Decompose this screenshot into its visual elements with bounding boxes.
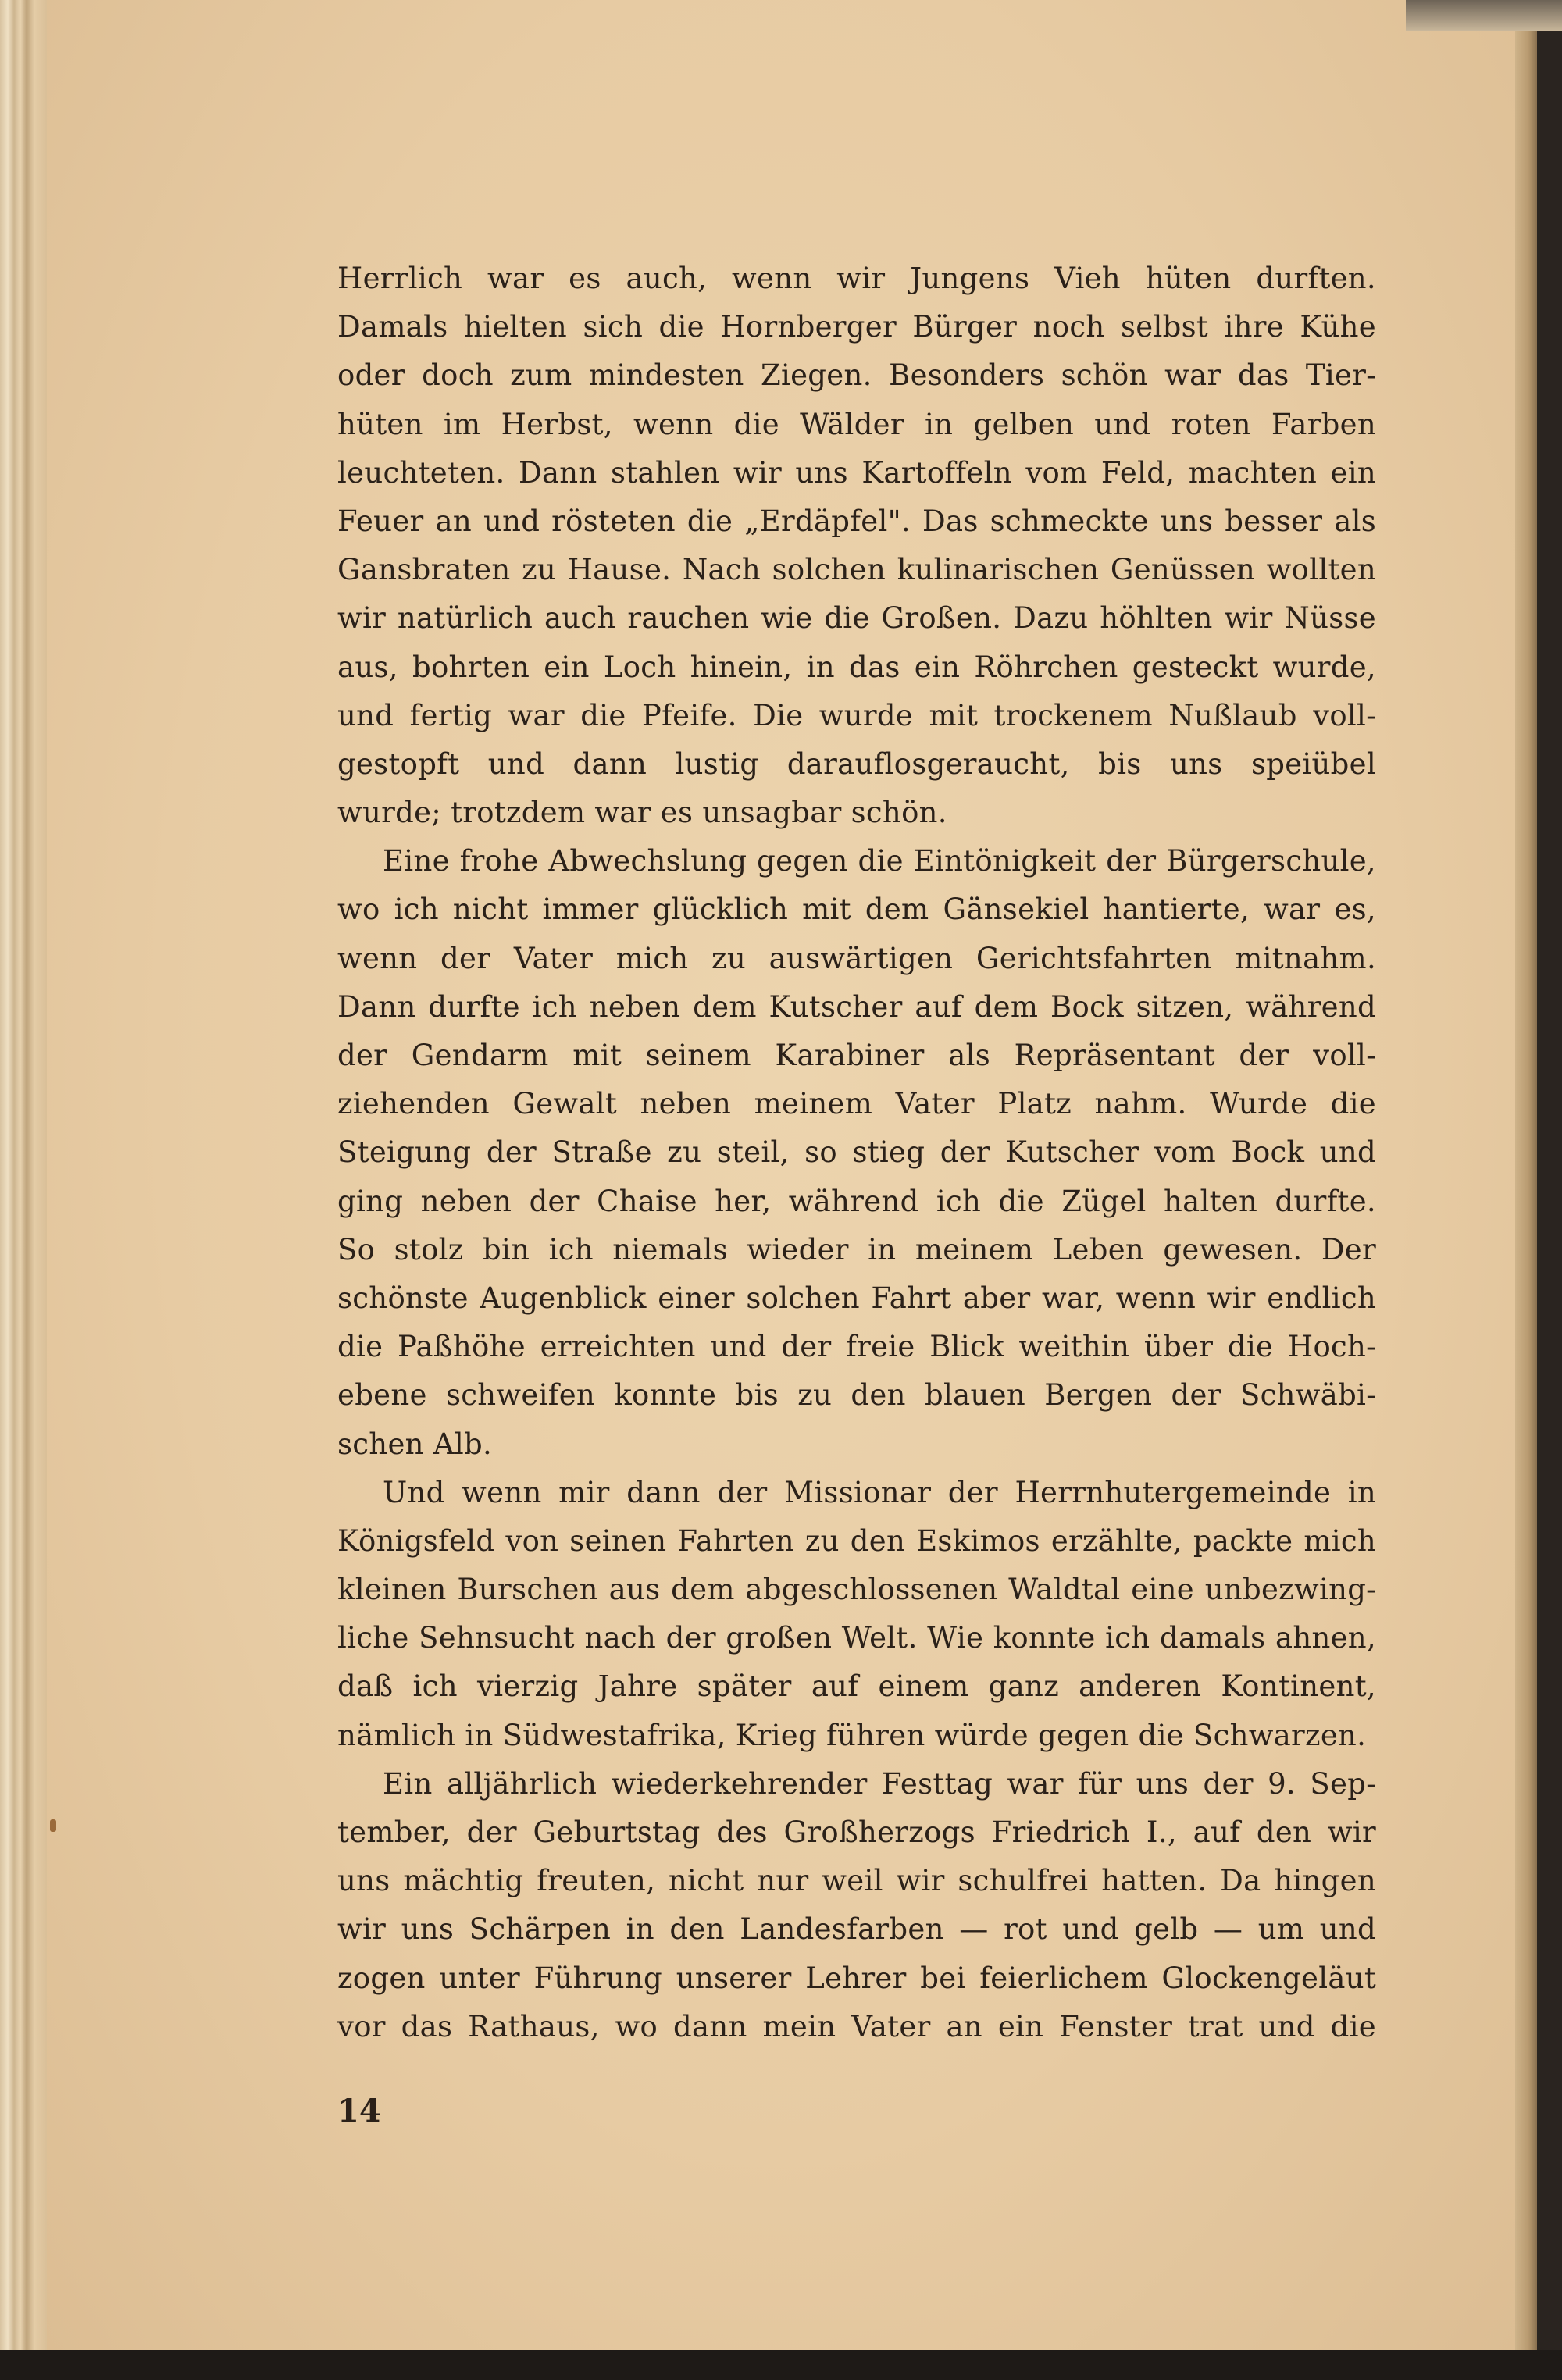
text-line: tember, der Geburtstag des Großherzogs Friedrich I., auf den wir (337, 1815, 1376, 1849)
text-line: wir uns Schärpen in den Landesfarben — rot und gelb — um und (337, 1912, 1376, 1947)
text-line: Damals hielten sich die Hornberger Bürger noch selbst ihre Kühe (337, 310, 1376, 344)
margin-mark (50, 1819, 56, 1832)
text-line: schönste Augenblick einer solchen Fahrt aber war, wenn wir endlich (337, 1281, 1376, 1315)
text-line: Eine frohe Abwechslung gegen die Eintönigkeit der Bürgerschule, (383, 844, 1376, 878)
text-line: wir natürlich auch rauchen wie die Großen. Dazu höhlten wir Nüsse (337, 601, 1376, 636)
paragraph (337, 837, 1376, 1468)
text-line: leuchteten. Dann stahlen wir uns Kartoffeln vom Feld, machten ein (337, 455, 1376, 490)
text-line: und fertig war die Pfeife. Die wurde mit trockenem Nußlaub voll- (337, 698, 1376, 732)
text-line: wenn der Vater mich zu auswärtigen Gerichtsfahrten mitnahm. (337, 941, 1376, 975)
scan-background (0, 2350, 1562, 2380)
body-text (337, 255, 1376, 2051)
text-line: Steigung der Straße zu steil, so stieg der Kutscher vom Bock und (337, 1135, 1376, 1170)
text-line: Gansbraten zu Hause. Nach solchen kulinarischen Genüssen wollten (337, 553, 1376, 587)
text-line: uns mächtig freuten, nicht nur weil wir schulfrei hatten. Da hingen (337, 1864, 1376, 1898)
text-line: die Paßhöhe erreichten und der freie Blick weithin über die Hoch- (337, 1330, 1376, 1364)
text-line: nämlich in Südwestafrika, Krieg führen würde gegen die Schwarzen. (337, 1718, 1367, 1752)
text-line: So stolz bin ich niemals wieder in meinem Leben gewesen. Der (337, 1232, 1376, 1267)
text-line: kleinen Burschen aus dem abgeschlossenen Waldtal eine unbezwing- (337, 1573, 1376, 1607)
text-line: der Gendarm mit seinem Karabiner als Repräsentant der voll- (337, 1039, 1376, 1072)
text-line: vor das Rathaus, wo dann mein Vater an ein Fenster trat und die (337, 2009, 1376, 2043)
text-line: oder doch zum mindesten Ziegen. Besonders schön war das Tier- (337, 358, 1376, 393)
text-line: wurde; trotzdem war es unsagbar schön. (337, 796, 947, 830)
text-line: hüten im Herbst, wenn die Wälder in gelben und roten Farben (337, 407, 1376, 441)
text-line: zogen unter Führung unserer Lehrer bei feierlichem Glockengeläut (337, 1961, 1376, 1995)
text-line: Feuer an und rösteten die „Erdäpfel". Das schmeckte uns besser als (337, 504, 1376, 538)
text-line: Dann durfte ich neben dem Kutscher auf dem Bock sitzen, während (337, 989, 1376, 1024)
text-line: schen Alb. (337, 1427, 493, 1461)
text-line: daß ich vierzig Jahre später auf einem ganz anderen Kontinent, (337, 1669, 1376, 1704)
paragraph (337, 1760, 1376, 2051)
text-line: aus, bohrten ein Loch hinein, in das ein Röhrchen gesteckt wurde, (337, 650, 1376, 684)
text-line: Herrlich war es auch, wenn wir Jungens Vieh hüten durften. (337, 262, 1376, 295)
book-page-edge-right (1515, 0, 1537, 2350)
paragraph (337, 1469, 1376, 1760)
book-cover-corner (1406, 0, 1562, 31)
text-line: Und wenn mir dann der Missionar der Herrnhutergemeinde in (383, 1475, 1376, 1509)
book-page-edges-left (0, 0, 47, 2380)
page-number: 14 (337, 2093, 381, 2129)
text-line: Ein alljährlich wiederkehrender Festtag war für uns der 9. Sep- (383, 1766, 1376, 1801)
text-line: wo ich nicht immer glücklich mit dem Gänsekiel hantierte, war es, (337, 892, 1376, 927)
text-line: ging neben der Chaise her, während ich die Zügel halten durfte. (337, 1184, 1376, 1218)
paragraph (337, 255, 1376, 837)
text-line: Königsfeld von seinen Fahrten zu den Eskimos erzählte, packte mich (337, 1523, 1376, 1558)
text-line: gestopft und dann lustig darauflosgeraucht, bis uns speiübel (337, 746, 1376, 781)
text-line: liche Sehnsucht nach der großen Welt. Wie konnte ich damals ahnen, (337, 1621, 1376, 1655)
text-line: ebene schweifen konnte bis zu den blauen Bergen der Schwäbi- (337, 1378, 1376, 1413)
text-line: ziehenden Gewalt neben meinem Vater Platz nahm. Wurde die (337, 1087, 1376, 1121)
